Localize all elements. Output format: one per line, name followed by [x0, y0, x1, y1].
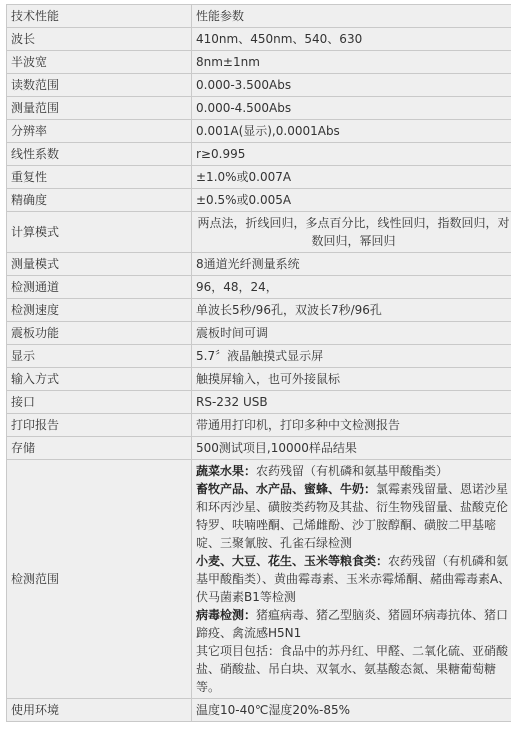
row-label: 显示	[7, 345, 192, 368]
table-row	[7, 322, 511, 345]
row-value: 0.001A(显示),0.0001Abs	[192, 120, 511, 143]
row-label: 检测速度	[7, 299, 192, 322]
table-row	[7, 143, 511, 166]
row-label: 线性系数	[7, 143, 192, 166]
table-row	[7, 189, 511, 212]
scope-item	[196, 552, 511, 606]
table-row	[7, 414, 511, 437]
row-value: 触摸屏输入，也可外接鼠标	[192, 368, 511, 391]
scope-item	[196, 480, 511, 552]
row-value: 8nm±1nm	[192, 51, 511, 74]
scope-item-text: 农药残留（有机磷和氨基甲酸酯类）	[256, 464, 449, 478]
row-value: 0.000-3.500Abs	[192, 74, 511, 97]
scope-item-text: 农药残留（有机磷和氨基甲酸酯类）、黄曲霉毒素、玉米赤霉烯酮、赭曲霉毒素A、伏马菌素B1等检测	[196, 554, 511, 604]
row-value: 带通用打印机，打印多种中文检测报告	[192, 414, 511, 437]
table-row	[7, 212, 511, 253]
row-value: RS-232 USB	[192, 391, 511, 414]
table-row	[7, 97, 511, 120]
row-label: 精确度	[7, 189, 192, 212]
row-value: r≥0.995	[192, 143, 511, 166]
row-value: 410nm、450nm、540、630	[192, 28, 511, 51]
row-value: ±0.5%或0.005A	[192, 189, 511, 212]
table-row	[7, 28, 511, 51]
row-value: 500测试项目,10000样品结果	[192, 437, 511, 460]
scope-item-category: 小麦、大豆、花生、玉米等粮食类：	[196, 554, 389, 568]
row-label: 测量模式	[7, 253, 192, 276]
scope-value	[192, 460, 511, 699]
scope-item-text: 猪瘟病毒、猪乙型脑炎、猪圆环病毒抗体、猪口蹄疫、禽流感H5N1	[196, 608, 509, 640]
row-label: 震板功能	[7, 322, 192, 345]
table-row	[7, 276, 511, 299]
row-label: 计算模式	[7, 212, 192, 253]
header-value: 性能参数	[192, 5, 511, 28]
table-row	[7, 74, 511, 97]
scope-item-category: 畜牧产品、水产品、蜜蜂、牛奶：	[196, 482, 377, 496]
row-value: 震板时间可调	[192, 322, 511, 345]
row-value: 96，48，24，	[192, 276, 511, 299]
table-row	[7, 299, 511, 322]
row-value: 0.000-4.500Abs	[192, 97, 511, 120]
row-value: 两点法，折线回归，多点百分比，线性回归，指数回归，对数回归，幂回归	[192, 212, 511, 253]
scope-label: 检测范围	[7, 460, 192, 699]
table-row	[7, 120, 511, 143]
scope-item	[196, 606, 511, 642]
header-row	[7, 5, 511, 28]
table-row	[7, 166, 511, 189]
row-value: ±1.0%或0.007A	[192, 166, 511, 189]
table-row	[7, 391, 511, 414]
row-label: 检测通道	[7, 276, 192, 299]
spec-table-body	[7, 5, 511, 722]
row-label: 重复性	[7, 166, 192, 189]
table-row	[7, 51, 511, 74]
scope-item-text: 其它项目包括：食品中的苏丹红、甲醛、二氧化硫、亚硝酸盐、硝酸盐、吊白块、双氧水、氨基酸态氮、果糖葡萄糖等。	[196, 644, 509, 694]
table-row	[7, 253, 511, 276]
row-label: 存储	[7, 437, 192, 460]
row-label: 接口	[7, 391, 192, 414]
table-row	[7, 345, 511, 368]
footer-label: 使用环境	[7, 699, 192, 722]
row-label: 打印报告	[7, 414, 192, 437]
row-value: 单波长5秒/96孔，双波长7秒/96孔	[192, 299, 511, 322]
header-label: 技术性能	[7, 5, 192, 28]
table-row	[7, 437, 511, 460]
row-label: 输入方式	[7, 368, 192, 391]
spec-table	[6, 4, 511, 722]
scope-item	[196, 642, 511, 696]
footer-value: 温度10-40℃湿度20%-85%	[192, 699, 511, 722]
row-label: 测量范围	[7, 97, 192, 120]
scope-item-category: 病毒检测：	[196, 608, 257, 622]
scope-item-category: 蔬菜水果：	[196, 464, 257, 478]
table-row	[7, 368, 511, 391]
scope-row	[7, 460, 511, 699]
row-label: 读数范围	[7, 74, 192, 97]
row-value: 8通道光纤测量系统	[192, 253, 511, 276]
row-label: 分辨率	[7, 120, 192, 143]
row-label: 波长	[7, 28, 192, 51]
row-label: 半波宽	[7, 51, 192, 74]
scope-item	[196, 462, 511, 480]
footer-row	[7, 699, 511, 722]
scope-item-text: 氯霉素残留量、恩诺沙星和环丙沙星、磺胺类药物及其盐、衍生物残留量、盐酸克伦特罗、呋喃唑酮、己烯雌酚、沙丁胺醇酮、磺胺二甲基嘧啶、三聚氰胺、孔雀石绿检测	[196, 482, 509, 550]
row-value: 5.7〞液晶触摸式显示屏	[192, 345, 511, 368]
